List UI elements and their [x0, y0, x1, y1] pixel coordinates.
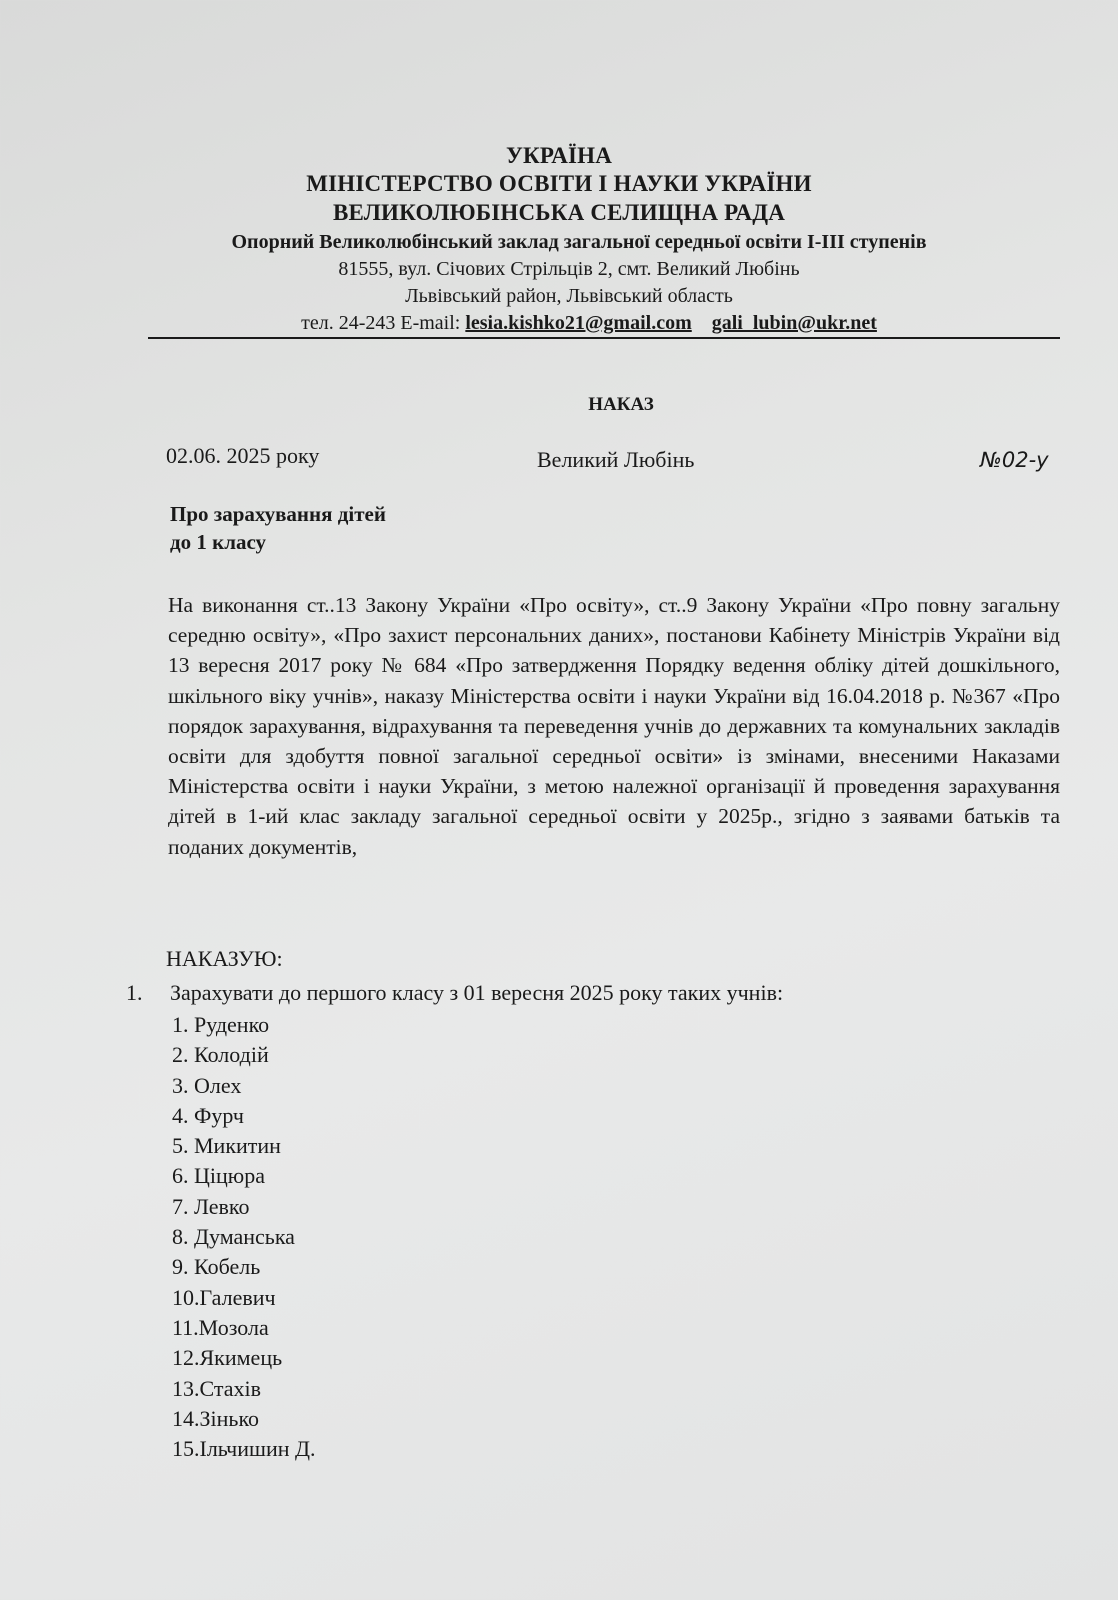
header-address-line1: 81555, вул. Січових Стрільців 2, смт. Великий Любінь	[338, 258, 800, 280]
order-directive: НАКАЗУЮ:	[166, 946, 283, 971]
order-place: Великий Любінь	[537, 447, 695, 472]
student-item: 14.Зінько	[172, 1405, 260, 1431]
order-number: №02-у	[980, 448, 1049, 472]
order-subject-line1: Про зарахування дітей	[170, 502, 386, 526]
header-contacts	[30, 312, 1118, 335]
order-item-1	[126, 980, 783, 1006]
student-item: 12.Якимець	[172, 1345, 283, 1371]
header-institution: Опорний Великолюбінський заклад загальної середньої освіти І-ІІІ ступенів	[231, 231, 927, 253]
header-country: УКРАЇНА	[505, 143, 613, 168]
phone-text: тел. 24-243 E-mail:	[301, 312, 466, 334]
student-item: 2. Колодій	[172, 1042, 269, 1068]
header-ministry: МІНІСТЕРСТВО ОСВІТИ І НАУКИ УКРАЇНИ	[306, 171, 812, 196]
student-item: 13.Стахів	[172, 1375, 262, 1401]
order-date: 02.06. 2025 року	[166, 443, 320, 468]
student-item: 6. Ціцюра	[172, 1163, 265, 1189]
student-item: 8. Думанська	[172, 1224, 295, 1250]
header-council: ВЕЛИКОЛЮБІНСЬКА СЕЛИЩНА РАДА	[332, 200, 786, 225]
order-preamble: На виконання ст..13 Закону України «Про освіту», ст..9 Закону України «Про повну загальну середню освіту», «Про захист персональних даних», постанови Кабінету Міністрів України від 13 вересня 2017 року № 684 «Про затвердження Порядку ведення обліку дітей дошкільного, шкільного віку учнів», наказу Міністерства освіти і науки України від 16.04.2018 р. №367 «Про порядок зарахування, відрахування та переведення учнів до державних та комунальних закладів освіти для здобуття повної загальної середньої освіти» із змінами, внесеними Наказами Міністерства освіти і науки України, з метою належної організації й проведення зарахування дітей в 1-ий клас закладу загальної середньої освіти у 2025р., згідно з заявами батьків та поданих документів,	[168, 593, 1060, 859]
student-item: 11.Мозола	[172, 1314, 269, 1340]
student-item: 4. Фурч	[172, 1102, 244, 1128]
student-item: 7. Левко	[172, 1193, 250, 1219]
student-item: 15.Ільчишин Д.	[172, 1436, 316, 1462]
email-link-2[interactable]: gali_lubin@ukr.net	[711, 312, 877, 334]
student-item: 9. Кобель	[172, 1254, 261, 1280]
student-item: 1. Руденко	[172, 1012, 270, 1037]
student-item: 3. Олех	[172, 1072, 242, 1098]
order-item-1-text: Зарахувати до першого класу з 01 вересня 2025 року таких учнів:	[170, 980, 784, 1005]
student-item: 10.Галевич	[172, 1284, 276, 1310]
header-divider	[148, 337, 1060, 339]
order-item-1-number: 1.	[126, 980, 143, 1005]
email-link-1[interactable]: lesia.kishko21@gmail.com	[465, 312, 692, 334]
order-subject-line2: до 1 класу	[170, 530, 267, 554]
order-title: НАКАЗ	[588, 394, 654, 415]
student-item: 5. Микитин	[172, 1133, 281, 1159]
student-list	[172, 1010, 316, 1464]
header-address-line2: Львівський район, Львівський область	[405, 285, 733, 307]
